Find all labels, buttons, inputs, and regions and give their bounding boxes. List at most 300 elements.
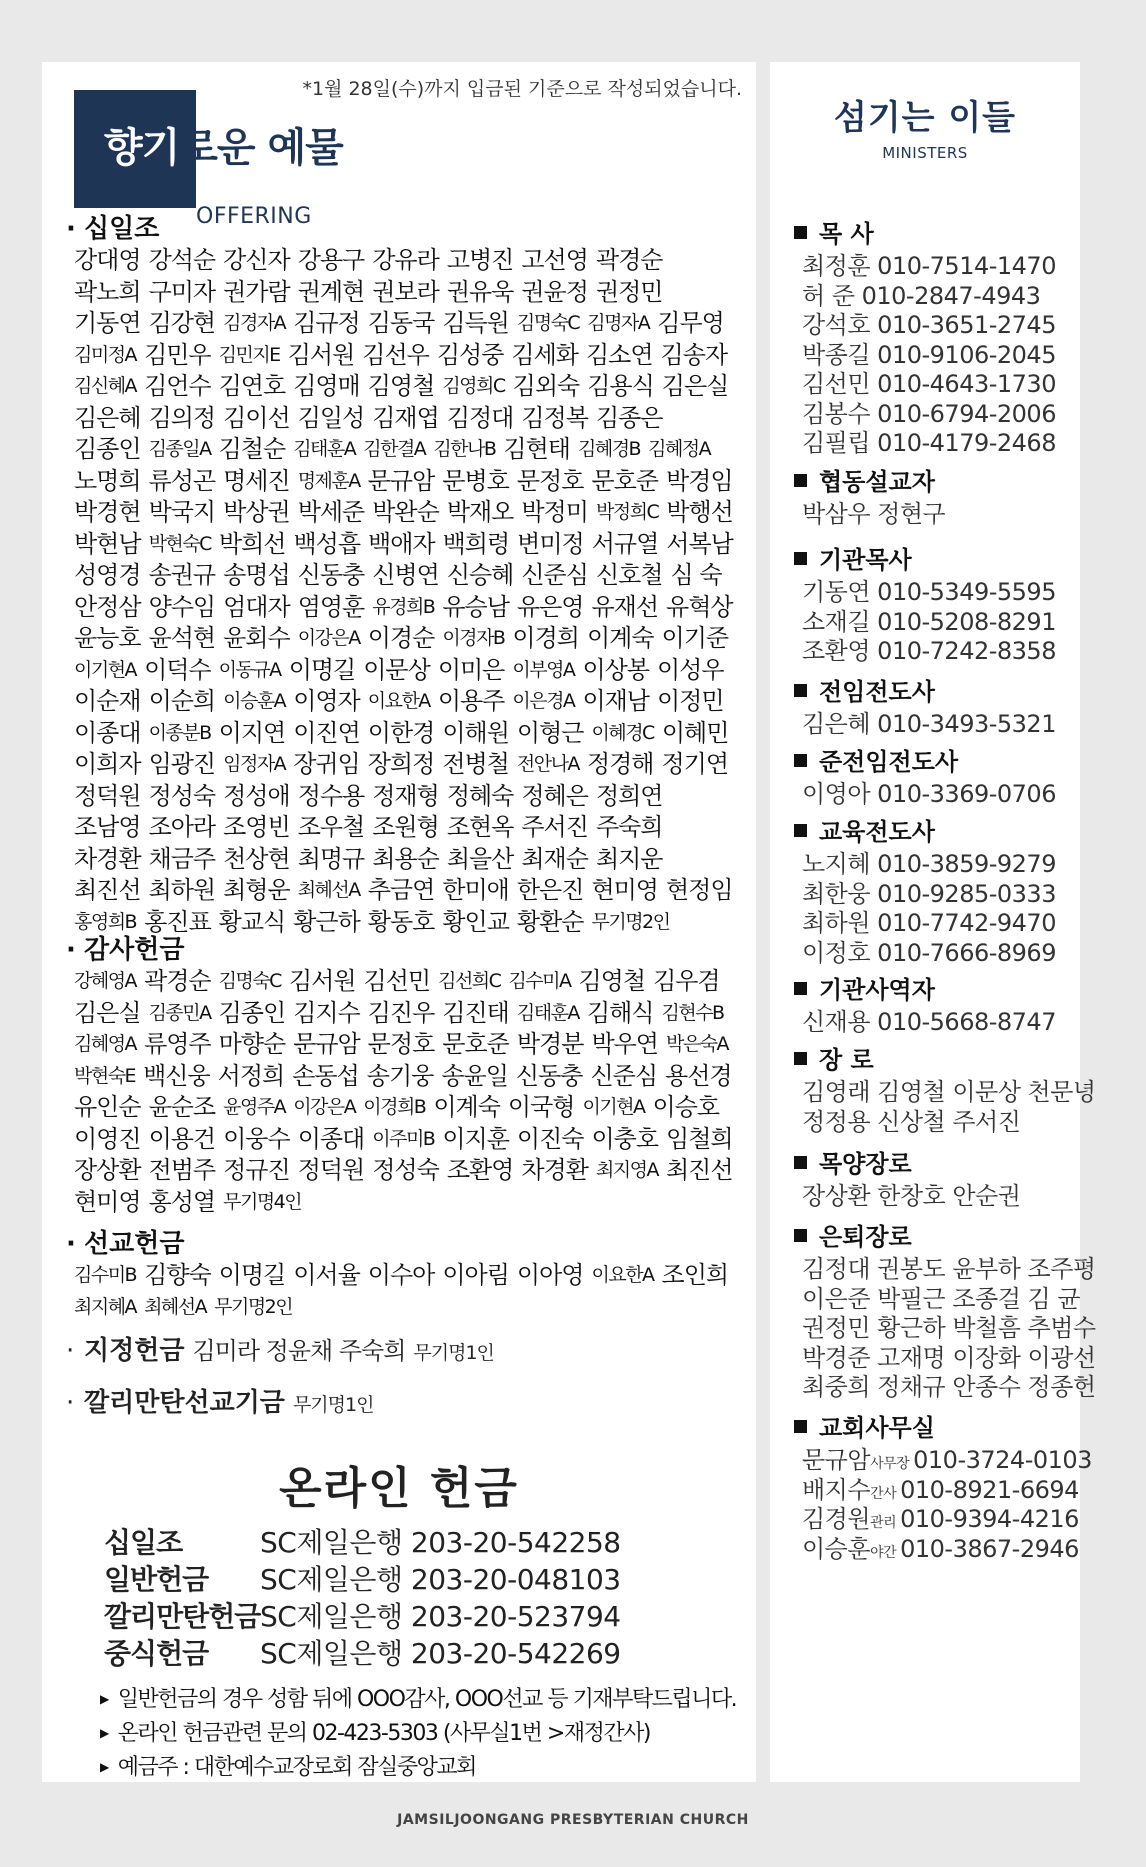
donor-name: 홍영희B bbox=[74, 910, 137, 933]
donor-name: 신병연 bbox=[372, 561, 439, 589]
donor-name: 김용식 bbox=[587, 372, 654, 400]
donor-name: 이종대 bbox=[74, 718, 141, 747]
donor-name: 이경순 bbox=[367, 624, 435, 652]
donor-name: 이해원 bbox=[442, 718, 509, 747]
thanks-names bbox=[66, 967, 736, 1217]
donor-name: 이계숙 bbox=[433, 1093, 500, 1121]
donor-name: 임광진 bbox=[148, 750, 216, 778]
square-bullet-icon bbox=[794, 226, 807, 239]
donor-name: 이경자B bbox=[442, 627, 505, 649]
online-note: ▶ 일반헌금의 경우 성함 뒤에 OOO감사, OOO선교 등 기재부탁드립니다. bbox=[100, 1687, 737, 1712]
square-bullet-icon bbox=[794, 1052, 807, 1065]
donor-name: 황동호 bbox=[367, 907, 435, 936]
donor-name: 조인희 bbox=[661, 1261, 729, 1289]
donor-name: 박재오 bbox=[446, 498, 514, 526]
donor-name: 정성숙 bbox=[372, 1156, 439, 1184]
donor-name: 손동섭 bbox=[292, 1061, 359, 1090]
church-footer: JAMSILJOONGANG PRESBYTERIAN CHURCH bbox=[397, 1812, 749, 1828]
donor-name: 김의정 bbox=[148, 403, 216, 432]
ministers-line: 박경준 고재명 이장화 이광선 bbox=[802, 1343, 1096, 1372]
donor-name: 이형근 bbox=[516, 718, 584, 747]
donor-name: 문호준 bbox=[442, 1030, 509, 1058]
ministers-line: 이은준 박필근 조종걸 김 균 bbox=[802, 1284, 1081, 1313]
donor-name: 김수미A bbox=[508, 970, 571, 992]
donor-name: 김철순 bbox=[218, 435, 286, 463]
ministers-group-heading: 은퇴장로 bbox=[794, 1217, 912, 1252]
donor-name: 장상환 bbox=[74, 1156, 141, 1184]
donor-name: 천상현 bbox=[223, 844, 290, 873]
donor-name: 김명숙C bbox=[218, 970, 281, 992]
donor-name: 이영자 bbox=[293, 687, 360, 715]
donor-name: 박정희C bbox=[595, 501, 659, 523]
donor-name: 이강은A bbox=[293, 1096, 356, 1118]
donor-name: 문호준 bbox=[591, 466, 658, 495]
account-row: 깔리만탄헌금SC제일은행 203-20-523794 bbox=[104, 1600, 621, 1633]
donor-name: 이아림 bbox=[442, 1261, 509, 1289]
donor-name: 이한경 bbox=[367, 718, 435, 747]
donor-name: 강신자 bbox=[223, 246, 290, 274]
donor-name: 곽경순 bbox=[144, 967, 211, 995]
donor-name: 전범주 bbox=[148, 1156, 216, 1184]
donor-name: 조우철 bbox=[297, 813, 365, 841]
donor-name: 엄대자 bbox=[223, 592, 290, 621]
donor-name: 이지훈 bbox=[442, 1124, 509, 1153]
donor-name: 박정미 bbox=[521, 498, 588, 526]
donor-name: 김정복 bbox=[521, 403, 588, 432]
ministers-group-heading: 준전임전도사 bbox=[794, 742, 958, 777]
donor-name: 정성애 bbox=[223, 781, 290, 810]
donor-name: 노명희 bbox=[74, 466, 141, 495]
donor-name: 정규진 bbox=[223, 1156, 290, 1184]
donor-name: 이서율 bbox=[293, 1261, 360, 1289]
donor-name: 이혜민 bbox=[661, 718, 729, 747]
donor-name: 윤능호 bbox=[74, 624, 141, 652]
ministers-group-heading: 기관목사 bbox=[794, 540, 912, 575]
donor-name: 이웅수 bbox=[223, 1124, 290, 1153]
donor-name: 이혜경C bbox=[591, 721, 654, 744]
donor-name: 김소연 bbox=[585, 340, 653, 369]
donor-name: 윤영주A bbox=[223, 1096, 286, 1118]
donor-name: 이동규A bbox=[218, 658, 281, 681]
thanks-section: · 감사헌금 강혜영A 곽경순 김명숙C 김서원 김선민 김선희C 김수미A 김영철 김우겸 김은실 김종민A 김종인 김지수 김진우 김진태 김태훈A 김해식 김현수B 김혜영A 류영주 마향순 문규암 문정호 문호준 박경분 박우연 박은숙A 박현숙E 백신웅 서정희 손동섭 송기웅 송윤일 신동충 신준심 용선경 유인순 윤순조 윤영주A 이강은A 이경희B 이계숙 이국형 이기현A 이승호 이영진 이용건 이웅수 이종대 이주미B 이지훈 이진숙 이충호 임철희 장상환 전범주 정규진 정덕원 정성숙 조환영 차경환 최지영A 최진선 현미영 홍성열 무기명4인 bbox=[66, 935, 736, 1217]
ministers-line: 노지혜 010-3859-9279 bbox=[802, 850, 1056, 878]
donor-name: 채금주 bbox=[148, 844, 216, 873]
donor-name: 백애자 bbox=[368, 529, 435, 558]
donor-name: 강혜영A bbox=[74, 970, 137, 992]
donor-name: 이은경A bbox=[512, 690, 575, 712]
donor-name: 유인순 bbox=[74, 1093, 141, 1121]
donor-name: 김혜정A bbox=[648, 438, 711, 460]
triangle-bullet-icon: ▶ bbox=[100, 1760, 108, 1774]
donor-name: 박완순 bbox=[372, 498, 439, 526]
account-row: 십일조 SC제일은행 203-20-542258 bbox=[104, 1526, 621, 1559]
square-bullet-icon bbox=[794, 982, 807, 995]
ministers-group-heading: 장 로 bbox=[794, 1040, 874, 1075]
ministers-line: 강석호 010-3651-2745 bbox=[802, 311, 1056, 339]
donor-name: 강용구 bbox=[297, 246, 365, 274]
donor-name: 정수용 bbox=[297, 781, 365, 810]
donor-name: 박현남 bbox=[74, 529, 141, 558]
square-bullet-icon bbox=[794, 824, 807, 837]
donor-name: 강대영 bbox=[74, 246, 141, 274]
donor-name: 무기명2인 bbox=[214, 1295, 293, 1318]
donor-name: 최명규 bbox=[297, 844, 365, 873]
donor-name: 김종민A bbox=[148, 1001, 211, 1024]
donor-name: 최지영A bbox=[595, 1159, 658, 1181]
donor-name: 김우겸 bbox=[653, 967, 720, 995]
donor-name: 박현숙E bbox=[74, 1064, 136, 1087]
online-note: ▶ 예금주 : 대한예수교장로회 잠실중앙교회 bbox=[100, 1755, 476, 1780]
ministers-line: 최한웅 010-9285-0333 bbox=[802, 879, 1056, 908]
donor-name: 이진숙 bbox=[516, 1124, 584, 1153]
donor-name: 문병호 bbox=[442, 466, 509, 495]
donor-name: 김영철 bbox=[578, 967, 646, 995]
donor-name: 박경현 bbox=[74, 498, 141, 526]
donor-name: 최형운 bbox=[223, 876, 290, 904]
donor-name: 유은영 bbox=[516, 592, 584, 621]
donor-name: 김명자A bbox=[587, 312, 650, 334]
offering-subtitle: OFFERING bbox=[196, 204, 312, 229]
donor-name: 백성흡 bbox=[293, 529, 361, 558]
donor-name: 최지운 bbox=[595, 844, 663, 873]
ministers-line: 이정호 010-7666-8969 bbox=[802, 938, 1056, 967]
donor-name: 윤석현 bbox=[148, 624, 216, 652]
donor-name: 김종인 bbox=[218, 998, 286, 1027]
donor-name: 최지혜A bbox=[74, 1295, 137, 1318]
donor-name: 고선영 bbox=[521, 246, 588, 274]
donor-name: 김혜영A bbox=[74, 1033, 137, 1055]
ministers-group-heading: 기관사역자 bbox=[794, 970, 935, 1005]
ministers-group-heading: 협동설교자 bbox=[794, 462, 935, 497]
donor-name: 임정자A bbox=[223, 753, 286, 775]
donor-name: 박우연 bbox=[591, 1030, 658, 1058]
donor-name: 김현태 bbox=[503, 435, 570, 463]
donor-name: 박경분 bbox=[516, 1030, 584, 1058]
donor-name: 권유욱 bbox=[446, 277, 514, 306]
donor-name: 박경임 bbox=[666, 466, 733, 495]
donor-name: 최혜선A bbox=[144, 1295, 207, 1318]
square-bullet-icon bbox=[794, 1229, 807, 1242]
donor-name: 송권규 bbox=[148, 561, 216, 589]
donor-name: 최을산 bbox=[446, 844, 514, 873]
donor-name: 김재엽 bbox=[372, 403, 439, 432]
donor-name: 권정민 bbox=[595, 277, 663, 306]
donor-name: 명세진 bbox=[223, 466, 290, 495]
donor-name: 조남영 bbox=[74, 813, 141, 841]
donor-name: 전안나A bbox=[516, 753, 579, 775]
donor-name: 김은실 bbox=[74, 998, 141, 1027]
donor-name: 김영철 bbox=[367, 372, 435, 400]
donor-name: 김종인 bbox=[74, 435, 141, 463]
donor-name: 박상권 bbox=[223, 498, 290, 526]
donor-name: 윤회수 bbox=[223, 624, 290, 652]
ministers-line: 이영아 010-3369-0706 bbox=[802, 780, 1056, 808]
donor-name: 주숙희 bbox=[595, 813, 663, 841]
donor-name: 심 숙 bbox=[670, 561, 722, 589]
donor-name: 송윤일 bbox=[441, 1061, 508, 1090]
donor-name: 이명길 bbox=[218, 1261, 286, 1289]
donor-name: 이지연 bbox=[218, 718, 286, 747]
designated-section: · 지정헌금 김미라 정윤채 주숙희 무기명1인 bbox=[66, 1336, 494, 1366]
donor-name: 정덕원 bbox=[297, 1156, 365, 1184]
donor-name: 차경환 bbox=[521, 1156, 588, 1184]
donor-name: 신동충 bbox=[515, 1061, 583, 1090]
donor-name: 김혜경B bbox=[577, 438, 641, 460]
donor-name: 이용주 bbox=[437, 687, 505, 715]
donor-name: 이경희 bbox=[512, 624, 579, 652]
donor-name: 이경희B bbox=[363, 1096, 426, 1118]
ministers-line: 문규암사무장 010-3724-0103 bbox=[802, 1446, 1092, 1474]
donor-name: 서정희 bbox=[217, 1061, 285, 1090]
donor-name: 김영희C bbox=[442, 375, 505, 397]
ministers-line: 김봉수 010-6794-2006 bbox=[802, 399, 1056, 428]
donor-name: 최재순 bbox=[521, 844, 588, 873]
donor-name: 이덕수 bbox=[144, 655, 211, 684]
donor-name: 신준심 bbox=[521, 561, 588, 589]
donor-name: 김현수B bbox=[661, 1001, 724, 1024]
donor-name: 김외숙 bbox=[512, 372, 580, 400]
donor-name: 김송자 bbox=[660, 340, 728, 369]
donor-name: 무기명4인 bbox=[223, 1190, 302, 1213]
donor-name: 김규정 bbox=[293, 309, 360, 337]
donor-name: 이문상 bbox=[363, 655, 430, 684]
donor-name: 정재형 bbox=[372, 781, 439, 810]
ministers-line: 박삼우 정현구 bbox=[802, 500, 946, 528]
donor-name: 신호철 bbox=[595, 561, 663, 589]
donor-name: 김민우 bbox=[144, 340, 211, 369]
donor-name: 김득원 bbox=[442, 309, 509, 337]
donor-name: 기동연 bbox=[74, 309, 141, 337]
square-bullet-icon bbox=[794, 474, 807, 487]
donor-name: 김일성 bbox=[297, 403, 365, 432]
donor-name: 황인교 bbox=[442, 907, 509, 936]
donor-name: 김서원 bbox=[287, 340, 355, 369]
square-bullet-icon bbox=[794, 552, 807, 565]
donor-name: 정덕원 bbox=[74, 781, 141, 810]
ministers-line: 권정민 황근하 박철흠 추범수 bbox=[802, 1314, 1096, 1342]
donor-name: 이진연 bbox=[293, 718, 360, 747]
donor-name: 김동국 bbox=[367, 309, 435, 337]
account-row: 일반헌금 SC제일은행 203-20-048103 bbox=[104, 1563, 621, 1596]
ministers-group-heading: 목양장로 bbox=[794, 1144, 912, 1179]
donor-name: 차경환 bbox=[74, 844, 141, 873]
tithe-names bbox=[66, 246, 736, 937]
donor-name: 권윤정 bbox=[521, 277, 588, 306]
donor-name: 박현숙C bbox=[148, 532, 211, 555]
donor-name: 유승남 bbox=[442, 592, 509, 621]
donor-name: 조현옥 bbox=[446, 813, 514, 841]
donor-name: 김태훈A bbox=[293, 438, 356, 460]
ministers-line: 최하원 010-7742-9470 bbox=[802, 909, 1056, 937]
donor-name: 유혁상 bbox=[666, 592, 733, 621]
donor-name: 조아라 bbox=[148, 813, 216, 841]
tithe-title: 십일조 bbox=[84, 214, 160, 244]
donor-name: 정경해 bbox=[586, 750, 654, 778]
designated-names: 김미라 정윤채 주숙희 bbox=[192, 1337, 406, 1365]
ministers-group-heading: 목 사 bbox=[794, 214, 874, 249]
donor-name: 이기현A bbox=[74, 658, 137, 681]
donor-name: 구미자 bbox=[148, 277, 216, 306]
donor-name: 용선경 bbox=[665, 1061, 732, 1090]
donor-name: 이순희 bbox=[148, 687, 216, 715]
donor-name: 김한나B bbox=[433, 438, 496, 460]
donor-name: 유재선 bbox=[591, 592, 659, 621]
donor-name: 황환순 bbox=[516, 907, 584, 936]
account-row: 중식헌금 SC제일은행 203-20-542269 bbox=[104, 1637, 621, 1670]
donor-name: 백신웅 bbox=[143, 1061, 210, 1090]
donor-name: 김경자A bbox=[223, 312, 286, 334]
donor-name: 류영주 bbox=[144, 1030, 211, 1058]
donor-name: 현미영 bbox=[591, 876, 658, 904]
donor-name: 문규암 bbox=[367, 466, 435, 495]
donor-name: 박희선 bbox=[218, 529, 286, 558]
donor-name: 현미영 bbox=[74, 1187, 141, 1216]
offering-panel bbox=[42, 62, 756, 1782]
donor-name: 김선민 bbox=[363, 967, 431, 995]
donor-name: 김종일A bbox=[148, 438, 211, 460]
ministers-title: 섬기는 이들 bbox=[833, 98, 1017, 138]
donor-name: 곽노희 bbox=[74, 277, 141, 306]
donor-name: 현정임 bbox=[666, 876, 733, 904]
donor-name: 이상봉 bbox=[582, 655, 649, 684]
donor-name: 김수미B bbox=[74, 1264, 137, 1286]
donor-name: 명제훈A bbox=[297, 469, 360, 492]
ministers-line: 신재용 010-5668-8747 bbox=[802, 1008, 1056, 1036]
donor-name: 박세준 bbox=[297, 498, 365, 526]
donor-name: 이희자 bbox=[74, 750, 141, 778]
donor-name: 곽경순 bbox=[595, 246, 663, 274]
donor-name: 최혜선A bbox=[297, 879, 360, 901]
donor-name: 이국형 bbox=[507, 1093, 575, 1121]
donor-name: 홍진표 bbox=[144, 907, 211, 936]
donor-name: 문정호 bbox=[516, 466, 584, 495]
donor-name: 조원형 bbox=[372, 813, 439, 841]
donor-name: 김은혜 bbox=[74, 403, 141, 432]
donor-name: 윤순조 bbox=[148, 1093, 216, 1121]
designated-anon: 무기명1인 bbox=[413, 1342, 494, 1364]
donor-name: 정성숙 bbox=[148, 781, 216, 810]
donor-name: 조영빈 bbox=[223, 813, 290, 841]
offering-title: 향기로운 예물 bbox=[104, 125, 343, 171]
mission-names bbox=[66, 1261, 736, 1322]
donor-name: 신동충 bbox=[297, 561, 365, 589]
donor-name: 이종분B bbox=[148, 721, 211, 744]
donor-name: 강유라 bbox=[372, 246, 439, 274]
donor-name: 전병철 bbox=[442, 750, 509, 778]
ministers-line: 정정용 신상철 주서진 bbox=[802, 1107, 1021, 1136]
donor-name: 이종대 bbox=[297, 1124, 365, 1153]
donor-name: 한미애 bbox=[442, 876, 509, 904]
donor-name: 김언수 bbox=[144, 372, 211, 400]
donor-name: 변미정 bbox=[517, 529, 584, 558]
donor-name: 강석순 bbox=[148, 246, 216, 274]
donor-name: 김태훈A bbox=[516, 1001, 579, 1024]
square-bullet-icon bbox=[794, 684, 807, 697]
square-bullet-icon bbox=[794, 1420, 807, 1433]
donor-name: 추금연 bbox=[367, 876, 435, 904]
donor-name: 이재남 bbox=[582, 687, 649, 715]
ministers-panel bbox=[770, 62, 1096, 1782]
donor-name: 최하원 bbox=[148, 876, 216, 904]
donor-name: 최진선 bbox=[666, 1156, 733, 1184]
ministers-line: 기동연 010-5349-5595 bbox=[802, 578, 1056, 606]
donor-name: 이아영 bbox=[516, 1261, 584, 1289]
donor-name: 이기현A bbox=[582, 1096, 645, 1118]
donor-name: 김진우 bbox=[367, 998, 435, 1027]
donor-name: 황교식 bbox=[218, 907, 286, 936]
donor-name: 권계현 bbox=[297, 277, 365, 306]
ministers-line: 김영래 김영철 이문상 천문녕 bbox=[802, 1078, 1096, 1106]
donor-name: 한은진 bbox=[516, 876, 584, 904]
ministers-line: 최정훈 010-7514-1470 bbox=[802, 252, 1056, 280]
ministers-line: 배지수간사 010-8921-6694 bbox=[802, 1475, 1079, 1504]
donor-name: 염영훈 bbox=[297, 592, 365, 621]
mission-section: · 선교헌금 김수미B 김향숙 이명길 이서율 이수아 이아림 이아영 이요한A 조인희 최지혜A 최혜선A 무기명2인 bbox=[66, 1229, 736, 1322]
donor-name: 송명섭 bbox=[223, 561, 290, 589]
kalimantan-anon: 무기명1인 bbox=[292, 1394, 374, 1416]
ministers-group-heading: 교육전도사 bbox=[794, 812, 935, 847]
donor-name: 무기명2인 bbox=[591, 910, 670, 933]
donor-name: 권보라 bbox=[372, 277, 439, 306]
donor-name: 이미은 bbox=[437, 655, 505, 684]
donor-name: 이정민 bbox=[657, 687, 724, 715]
donor-name: 이승훈A bbox=[223, 690, 286, 712]
donor-name: 이기준 bbox=[661, 624, 729, 652]
donor-name: 김서원 bbox=[288, 967, 356, 995]
donor-name: 이주미B bbox=[372, 1127, 435, 1150]
donor-name: 임철희 bbox=[666, 1124, 733, 1153]
ministers-line: 김선민 010-4643-1730 bbox=[802, 370, 1056, 398]
kalimantan-title: 깔리만탄선교기금 bbox=[84, 1388, 285, 1418]
donor-name: 홍성열 bbox=[148, 1187, 216, 1216]
donor-name: 안정삼 bbox=[74, 592, 141, 621]
donor-name: 유경희B bbox=[372, 595, 435, 618]
thanks-title: 감사헌금 bbox=[84, 935, 185, 965]
donor-name: 김민지E bbox=[218, 343, 280, 366]
donor-name: 정희연 bbox=[595, 781, 663, 810]
donor-name: 이부영A bbox=[512, 658, 575, 681]
donor-name: 김영매 bbox=[293, 372, 360, 400]
donor-name: 주서진 bbox=[521, 813, 588, 841]
donor-name: 조환영 bbox=[446, 1156, 514, 1184]
ministers-line: 허 준 010-2847-4943 bbox=[802, 281, 1041, 310]
ministers-group-heading: 교회사무실 bbox=[794, 1408, 935, 1443]
ministers-line: 김경원관리 010-9394-4216 bbox=[802, 1505, 1079, 1533]
donor-name: 문정호 bbox=[367, 1030, 435, 1058]
online-note: ▶ 온라인 헌금관련 문의 02-423-5303 (사무실1번 >재정간사) bbox=[100, 1721, 650, 1746]
donor-name: 김해식 bbox=[586, 998, 654, 1027]
donor-name: 이승호 bbox=[652, 1093, 720, 1121]
donor-name: 서규열 bbox=[591, 529, 659, 558]
donor-name: 장귀임 bbox=[293, 750, 360, 778]
donor-name: 권가람 bbox=[223, 277, 290, 306]
donor-name: 김지수 bbox=[293, 998, 360, 1027]
square-bullet-icon bbox=[794, 754, 807, 767]
donor-name: 송기웅 bbox=[366, 1061, 434, 1090]
kalimantan-section: · 깔리만탄선교기금 무기명1인 bbox=[66, 1388, 374, 1418]
donor-name: 김이선 bbox=[223, 403, 290, 432]
donor-name: 박행선 bbox=[666, 498, 733, 526]
donor-name: 이성우 bbox=[657, 655, 724, 684]
donor-name: 이요한A bbox=[367, 690, 430, 712]
donor-name: 이순재 bbox=[74, 687, 141, 715]
triangle-bullet-icon: ▶ bbox=[100, 1726, 108, 1740]
donor-name: 최진선 bbox=[74, 876, 141, 904]
ministers-line: 장상환 한창호 안순권 bbox=[802, 1182, 1021, 1210]
deposit-note: *1월 28일(수)까지 입금된 기준으로 작성되었습니다. bbox=[302, 78, 742, 100]
donor-name: 정혜숙 bbox=[446, 781, 514, 810]
donor-name: 김정대 bbox=[446, 403, 514, 432]
